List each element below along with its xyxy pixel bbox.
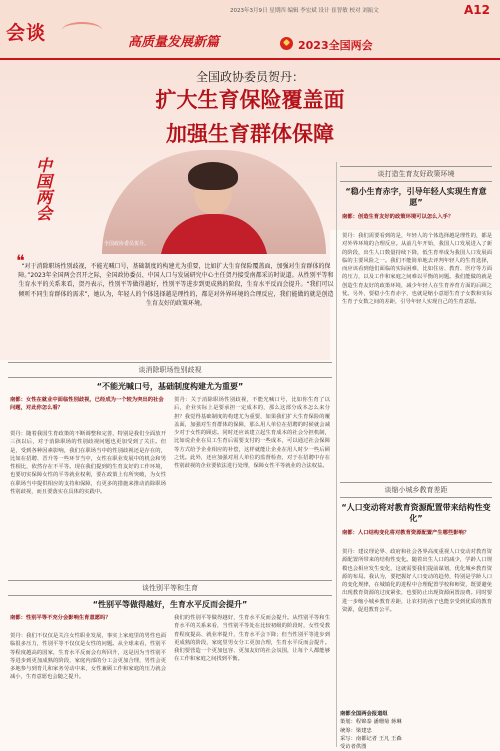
credits-line3: 统筹：梁建忠: [340, 727, 372, 734]
edition-meta: 2023年3月9日 星期四 编辑 李宏斌 设计 崔智敏 校对 刘振文: [230, 8, 379, 14]
headline-right2: “人口变动将对教育资源配置带来结构性变化”: [341, 503, 491, 523]
body-right1: 贺丹：我们需要看到的是，年轻人的个体选择越是理性的，都是对外界环境的合理反应。从前几年开始，我国人口发展进入了新的阶段，出生人口数量持续下降，低生育率成为我国人口发展面临的主要风险之一。我们不能简单地去评判年轻人的生育选择，而应该看到他们面临的实际困难，比如住房、教育、医疗等方面的压力，以及工作和家庭之间难以平衡的问题。我们能做的就是创造生育友好的政策环境，减少年轻人在生育养育方面的后顾之忧。另外，要稳小生育赤字，也就是缩小意愿生育子女数和实际生育子女数之间的差距，引导年轻人实现自己的生育意愿。: [342, 233, 492, 306]
masthead: [0, 0, 500, 60]
photo-hair: [188, 162, 238, 190]
vertical-label: 中国两会: [36, 156, 53, 223]
quote-mark-icon: ❝: [16, 251, 25, 270]
swirl-decoration-icon: [62, 22, 102, 38]
section-header-left1: 谈消除职场性别歧视: [8, 362, 332, 378]
section-header-right2: 谈缩小城乡教育差距: [340, 482, 492, 498]
lead-left1: [10, 396, 166, 413]
article-subtitle: 全国政协委员贺丹：: [195, 70, 304, 84]
headline-left2: “性别平等做得越好，生育水平反而会提升”: [92, 600, 248, 609]
body-left1-col2: 贺丹：关于消除职场性别歧视，不能光喊口号，比如你生育了以后，企业实际上是要承担一定成本的，那么这部分成本怎么来分担？我觉得基础制度的构建尤为重要，如果我们扩大生育保险的覆盖面，加强对生育群体的保障，那么用人单位在招聘的时候就会减少对于女性的顾虑。同时还应该建立起生育成本的社会分担机制，比如说企业在员工生育后需要支付的一些成本，可以通过社会保障等方式给予企业相应的补偿，这样就能让企业在用人时少一些后顾之忧。此外，还应加强对用人单位的监督检查，对于在招聘中存在性别歧视的企业要依法进行处理，保障女性平等就业的合法权益。: [174, 397, 330, 470]
body-right2: 贺丹：建议理论界、政府和社会各界高度重视人口变动对教育资源配置所带来的结构性变化。随着出生人口的减少，学龄人口规模也会相应发生变化，这就需要我们提前谋划，优化城乡教育资源的布局。我认为，要把握好人口变动的趋势，特别是学龄人口的变化规律，在城镇化的进程中合理配置学校和师资，既要避免出现教育资源的过度紧张，也要防止出现资源闲置浪费。同时要进一步缩小城乡教育差距，让农村的孩子也能享受到优质的教育资源，促进教育公平。: [342, 549, 492, 614]
photo-caption: 全国政协委员贺丹。: [104, 241, 150, 247]
photo-body: [160, 214, 268, 254]
article-title-line2: 加强生育群体保障: [166, 122, 334, 146]
section-header-right1: 谈打造生育友好政策环境: [340, 166, 492, 182]
body-left1-col1: 贺丹：随着我国生育政策的不断调整和完善，特别是我们全面放开三孩以后，对于消除职场的性别歧视问题也更加受到了关注。但是，受到各种因素影响，我们在职场当中的性别歧视还是存在的，比如在招聘、晋升等一些环节当中，女性在职业发展中的机会和男性相比，依然存在不平等。现在我们提到的生育友好的工作环境，也要切实保障女性的平等就业权利，要在政策上有所突破，为女性在职场当中提供相应的支持和保障，有更多的措施来推动消除职场性别歧视，而且要落实在具体的实践中。: [10, 431, 166, 496]
lead-left2: [10, 614, 166, 622]
two-sessions-emblem-icon: [280, 37, 293, 50]
section-logo: 会谈: [6, 22, 47, 44]
pull-quote-text: “对于消除职场性别歧视，不能光喊口号，基础制度的构建尤为重要，比如扩大生育保险覆盖面，加强对生育群体的保障。”2023年全国两会召开之际，全国政协委员、中国人口与发展研究中心主任贺丹接受南都采访时说道。从性别平等和生育水平的关系来看，贺丹表示，性别平等做得越好，性别平等进步到更成熟的阶段，生育水平反而会提升。“我们可以倾听不同生育群体的需求”，她认为，年轻人的个体选择越是理性的，都是对外界环境的合理反应，我们能做的就是创造生育友好的政策环境。: [18, 263, 334, 307]
body-left2-col2: 我们的性别平等做得越好，生育水平反而会提升。从性别平等和生育水平的关系来看，当性别平等处在比较初级的阶段时，女性受教育程度提高、就业率提升，生育水平会下降；但当性别平等进步到更成熟的阶段，家庭里男女分工更加合理，生育水平反而会提升。我们要营造一个更加包容、更加友好的社会氛围，让每个人都能够在工作和家庭之间找到平衡。: [174, 615, 330, 663]
event-label: 2023全国两会: [298, 39, 373, 52]
article-title-line1: 扩大生育保险覆盖面: [155, 88, 345, 112]
pull-quote: [16, 251, 336, 308]
page-number: A12: [464, 3, 490, 17]
lead-right2-text: 南都：人口结构变化将对教育资源配置产生哪些影响？: [342, 530, 470, 536]
credits-line4: 采写：南都记者 王凡 王森: [340, 735, 402, 742]
lead-right1-text: 南都：创造生育友好的政策环境可以怎么入手？: [342, 214, 454, 220]
headline-left1: “不能光喊口号，基础制度构建尤为重要”: [96, 382, 244, 391]
column-divider: [336, 162, 337, 747]
section-header-left2: 谈性别平等和生育: [8, 580, 332, 596]
credits-line1: 南都全国两会报道组: [340, 711, 388, 717]
slogan: 高质量发展新篇: [128, 35, 220, 50]
lead-right1: [342, 213, 492, 221]
lead-left1-text: 南都：女性在就业中面临性别歧视，已经成为一个较为突出的社会问题，对此你怎么看？: [10, 397, 164, 412]
lead-right2: [342, 529, 492, 537]
lead-left2-text: 南都：性别平等不充分会影响生育意愿吗？: [10, 615, 111, 621]
credits-block: [340, 710, 402, 751]
credits-line2: 策划：程锦泰 潘珊菊 蒋琳: [340, 719, 402, 726]
headline-right1: “稳小生育赤字，引导年轻人实现生育意愿”: [345, 187, 487, 207]
body-left2-col1: 贺丹：我们不仅仅是关注女性职业发展，事实上家庭里的男性也面临很多压力，性别平等不仅仅是女性的问题。从全球来看，性别平等程度越高的国家，生育水平反而会有所回升，这是因为当性别平等进步到更加成熟的阶段，家庭内部的分工会更加合理，男性会更多地参与到育儿和家务劳动中来，女性兼顾工作和家庭的压力就会减小，生育意愿也会随之提升。: [10, 633, 166, 681]
credits-line5: 受访者供图: [340, 744, 367, 751]
